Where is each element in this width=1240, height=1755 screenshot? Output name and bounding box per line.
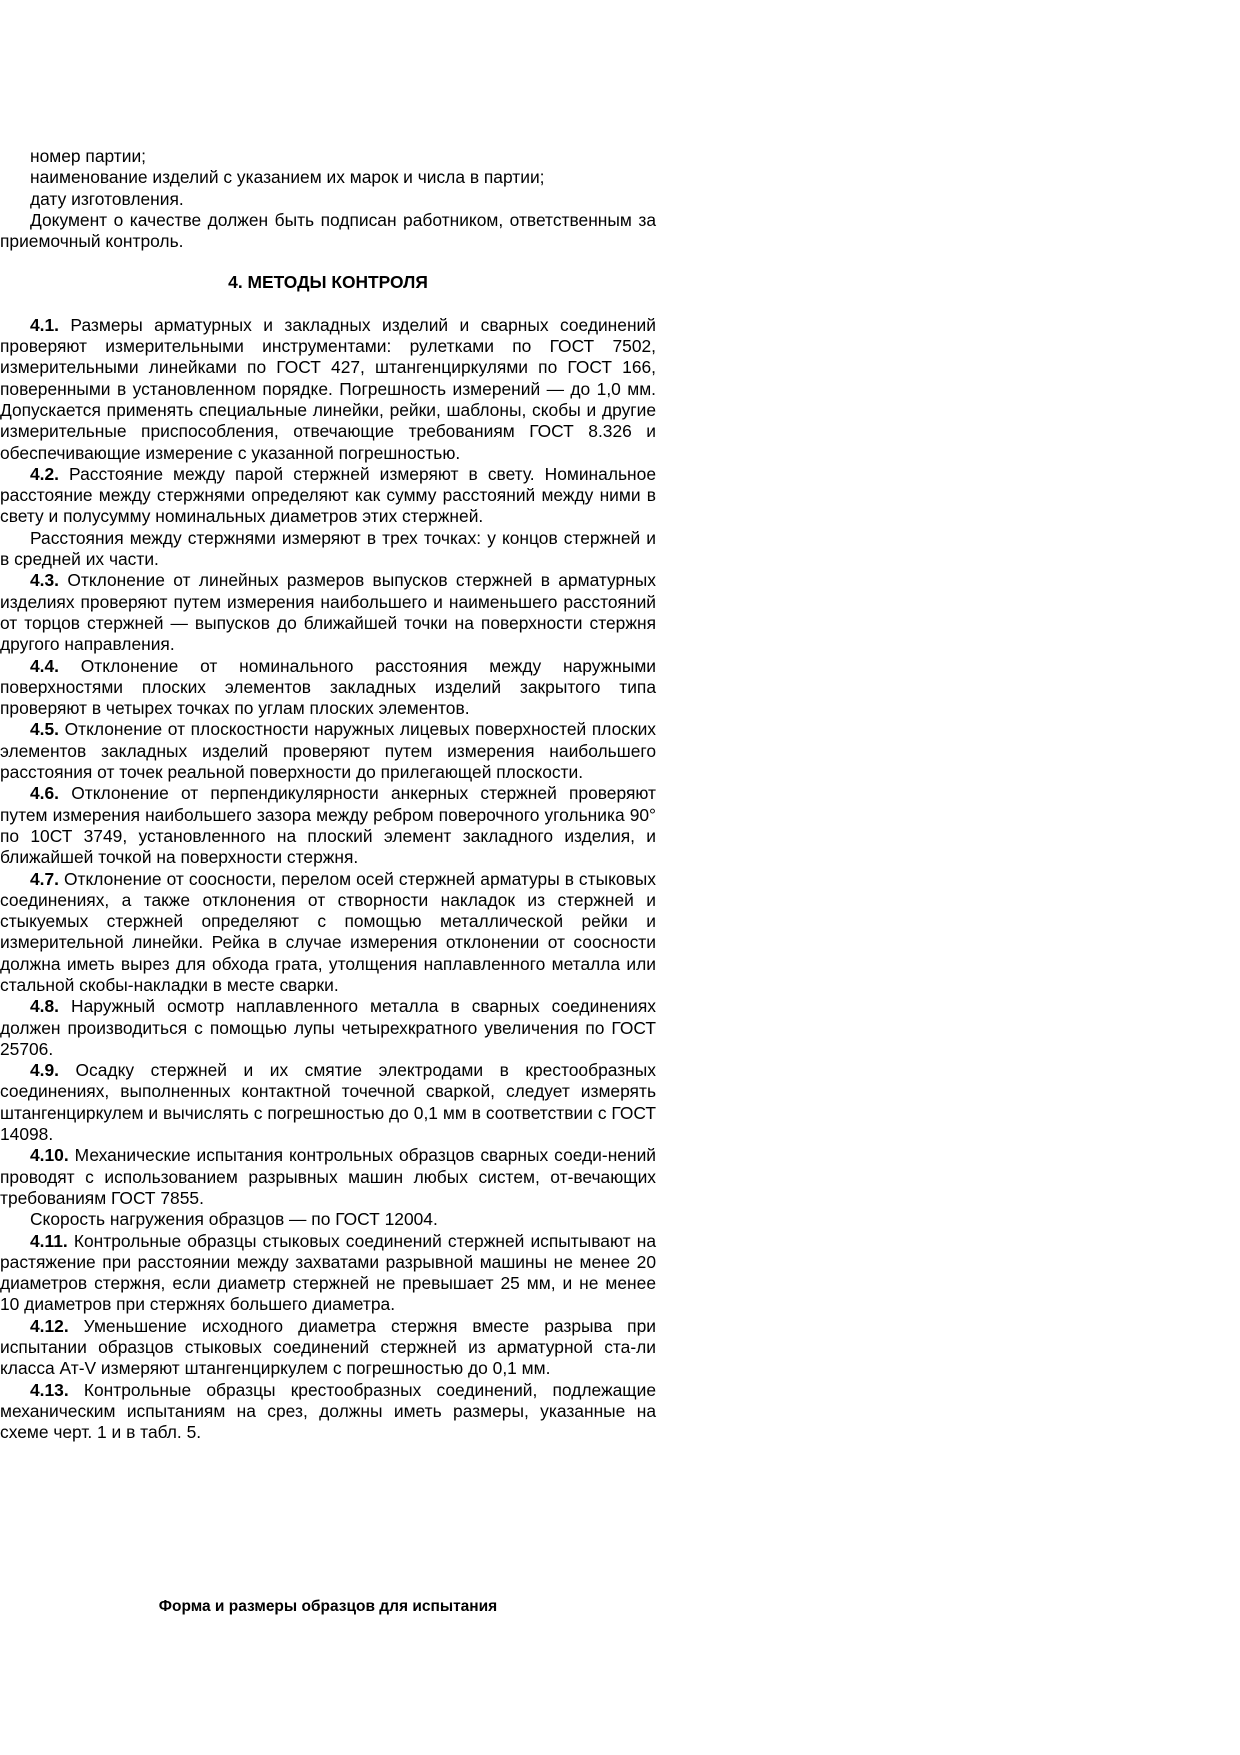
paragraph-text: Отклонение от номинального расстояния между наружными поверхностями плоских элементов закладных изделий закрытого типа проверяют в четырех точках по углам плоских элементов. — [0, 655, 656, 719]
paragraph-4-6 — [0, 783, 656, 868]
paragraph-number: 4.3. — [30, 570, 60, 591]
paragraph-4-10 — [0, 1145, 656, 1209]
paragraph-number: 4.12. — [30, 1315, 69, 1336]
paragraph-text: Расстояние между парой стержней измеряют в свету. Номинальное расстояние между стержнями определяют как сумму расстояний между ними в свету и полусумму номинальных диаметров этих стержней. — [0, 463, 656, 527]
paragraph-number: 4.13. — [30, 1379, 69, 1400]
document-page — [0, 146, 656, 1444]
paragraph-4-11 — [0, 1231, 656, 1316]
paragraph-number: 4.11. — [30, 1230, 68, 1251]
paragraph-number: 4.1. — [30, 314, 60, 335]
paragraph-text: Расстояния между стержнями измеряют в трех точках: у концов стержней и в средней их части. — [0, 527, 656, 570]
paragraph-4-7 — [0, 869, 656, 997]
section-title: 4. МЕТОДЫ КОНТРОЛЯ — [228, 272, 428, 293]
paragraph-text: Контрольные образцы крестообразных соединений, подлежащие механическим испытаниям на срез, должны иметь размеры, указанные на схеме черт. 1 и в табл. 5. — [0, 1379, 656, 1443]
paragraph-text: Отклонение от соосности, перелом осей стержней арматуры в стыковых соединениях, а также отклонения от створности накладок из стержней и стыкуемых стержней определяют с помощью металлической рейки и измерительной линейки. Рейка в случае измерения отклонении от соосности должна иметь вырез для обхода грата, утолщения наплавленного металла или стальной скобы-накладки в месте сварки. — [0, 868, 656, 995]
paragraph-number: 4.5. — [30, 719, 60, 740]
paragraph-text: Отклонение от линейных размеров выпусков стержней в арматурных изделиях проверяют путем измерения наибольшего и наименьшего расстояний от торцов стержней — выпусков до ближайшей точки на поверхности стержня другого направления. — [0, 570, 656, 655]
paragraph-text: Отклонение от плоскостности наружных лицевых поверхностей плоских элементов закладных изделий проверяют путем измерения наибольшего расстояния от точек реальной поверхности до прилегающей плоскости. — [0, 719, 656, 783]
paragraph-4-3 — [0, 570, 656, 655]
paragraph-number: 4.2. — [30, 463, 60, 484]
paragraph-text: Контрольные образцы стыковых соединений стержней испытывают на растяжение при расстоянии между захватами разрывной машины не менее 20 диаметров стержня, если диаметр стержней не превышает 25 мм, и не менее 10 диаметров при стержнях большего диаметра. — [0, 1230, 656, 1315]
paragraph-4-10-continued — [0, 1209, 656, 1230]
paragraph-4-8 — [0, 996, 656, 1060]
paragraph-text: Отклонение от перпендикулярности анкерных стержней проверяют путем измерения наибольшего зазора между ребром поверочного угольника 90° по 10СТ 3749, установленного на плоский элемент закладного изделия, и ближайшей точкой на поверхности стержня. — [0, 783, 656, 868]
intro-line-quality-document: Документ о качестве должен быть подписан работником, ответственным за приемочный контроль. — [0, 209, 656, 252]
paragraph-number: 4.10. — [30, 1145, 69, 1166]
paragraph-text: Размеры арматурных и закладных изделий и сварных соединений проверяют измерительными инструментами: рулетками по ГОСТ 7502, измерительными линейками по ГОСТ 427, штангенциркулями по ГОСТ 166, поверенными в установленном порядке. Погрешность измерений — до 1,0 мм. Допускается применять специальные линейки, рейки, шаблоны, скобы и другие измерительные приспособления, отвечающие требованиям ГОСТ 8.326 и обеспечивающие измерение с указанной погрешностью. — [0, 314, 656, 463]
paragraph-4-13 — [0, 1380, 656, 1444]
intro-line-manufacture-date: дату изготовления. — [30, 188, 184, 209]
paragraph-4-12 — [0, 1316, 656, 1380]
paragraph-4-5 — [0, 719, 656, 783]
figure-caption: Форма и размеры образцов для испытания — [158, 1598, 498, 1615]
paragraph-4-2-continued — [0, 528, 656, 571]
paragraph-text: Механические испытания контрольных образцов сварных соеди-нений проводят с использованием разрывных машин любых систем, от-вечающих требованиям ГОСТ 7855. — [0, 1145, 656, 1208]
paragraph-text: Осадку стержней и их смятие электродами в крестообразных соединениях, выполненных контактной точечной сваркой, следует измерять штангенциркулем и вычислять с погрешностью до 0,1 мм в соответствии с ГОСТ 14098. — [0, 1060, 656, 1145]
paragraph-4-2 — [0, 464, 656, 528]
intro-line-product-name: наименование изделий с указанием их марок и числа в партии; — [30, 167, 545, 188]
intro-line-party-number: номер партии; — [30, 146, 147, 166]
paragraph-number: 4.6. — [30, 783, 60, 804]
paragraph-number: 4.9. — [30, 1060, 60, 1081]
paragraph-number: 4.4. — [30, 655, 60, 676]
paragraph-text: Скорость нагружения образцов — по ГОСТ 12004. — [30, 1209, 438, 1230]
paragraph-4-9 — [0, 1060, 656, 1145]
paragraph-4-4 — [0, 656, 656, 720]
paragraph-text: Наружный осмотр наплавленного металла в сварных соединениях должен производиться с помощью лупы четырехкратного увеличения по ГОСТ 25706. — [0, 996, 656, 1059]
paragraph-number: 4.7. — [30, 868, 60, 889]
paragraph-number: 4.8. — [30, 996, 60, 1017]
paragraph-4-1 — [0, 315, 656, 464]
paragraph-text: Уменьшение исходного диаметра стержня вместе разрыва при испытании образцов стыковых соединений стержней из арматурной ста-ли класса Ат-V измеряют штангенциркулем с погрешностью до 0,1 мм. — [0, 1315, 656, 1379]
